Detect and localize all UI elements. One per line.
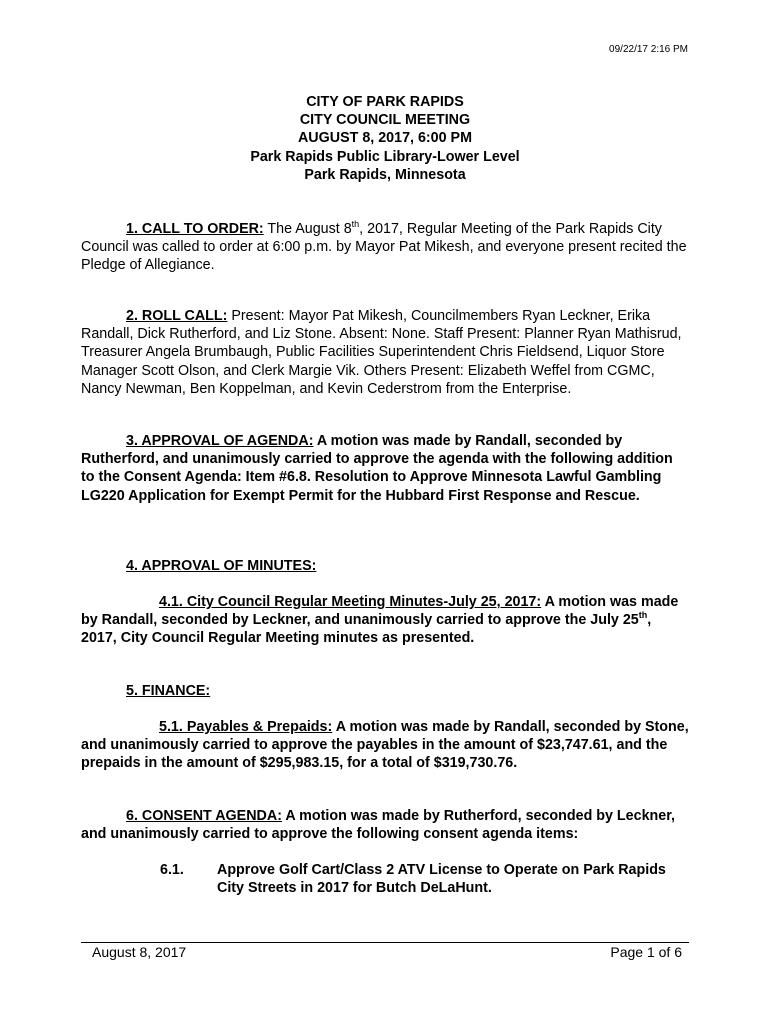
section-approval-of-agenda [81, 432, 689, 505]
footer-date: August 8, 2017 [92, 944, 187, 960]
section-label: 1. CALL TO ORDER: [126, 221, 264, 237]
section-label: 3. APPROVAL OF AGENDA: [126, 433, 314, 449]
section-text: A motion was made by Randall, seconded by Rutherford, and unanimously carried to approve the agenda with the following addition to the Consent Agenda: Item #6.8. Resolution to Approve Minnesota Lawful Gambling LG220 Application for Exempt Permit for the Hubbard First Response and Rescue. [81, 433, 673, 504]
section-text: , 2017, Regular Meeting of the Park Rapids City Council was called to order at 6:00 p.m. by Mayor Pat Mikesh, and everyone present recited the Pledge of Allegiance. [81, 221, 687, 274]
subsection-label: 5.1. Payables & Prepaids: [159, 719, 333, 735]
header-venue: Park Rapids Public Library-Lower Level [250, 148, 520, 165]
superscript: th [351, 219, 360, 230]
subsection-text: A motion was made by Randall, seconded by Leckner, and unanimously carried to approve the July 25 [81, 594, 679, 629]
section-consent-agenda [81, 807, 689, 843]
print-timestamp: 09/22/17 2:16 PM [609, 44, 688, 55]
subsection-minutes-july-25 [81, 593, 689, 648]
section-text: The August 8 [263, 221, 352, 237]
section-label: 2. ROLL CALL: [126, 308, 228, 324]
document-header [0, 93, 770, 184]
section-label: 4. APPROVAL OF MINUTES: [126, 558, 317, 574]
item-number: 6.1. [160, 862, 184, 878]
header-city: CITY OF PARK RAPIDS [306, 94, 464, 110]
consent-item-6-1 [160, 861, 680, 897]
section-call-to-order [81, 220, 689, 275]
section-label: 6. CONSENT AGENDA: [126, 808, 282, 824]
footer-divider [81, 942, 689, 943]
item-text: Approve Golf Cart/Class 2 ATV License to Operate on Park Rapids City Streets in 2017 for Butch DeLaHunt. [217, 862, 666, 897]
superscript: th [638, 610, 648, 621]
subsection-text: , 2017, City Council Regular Meeting minutes as presented. [81, 612, 652, 647]
header-location: Park Rapids, Minnesota [304, 166, 466, 183]
section-roll-call [81, 307, 689, 398]
subsection-label: 4.1. City Council Regular Meeting Minutes-July 25, 2017: [159, 594, 542, 610]
header-date: AUGUST 8, 2017, 6:00 PM [297, 130, 472, 147]
section-finance [81, 682, 689, 700]
section-label: 5. FINANCE: [126, 683, 211, 699]
subsection-payables-prepaids [81, 718, 689, 773]
section-text: A motion was made by Rutherford, seconded by Leckner, and unanimously carried to approve the following consent agenda items: [81, 808, 675, 843]
section-approval-of-minutes [81, 557, 689, 575]
footer-page-number: Page 1 of 6 [610, 944, 682, 960]
section-text: Present: Mayor Pat Mikesh, Councilmembers Ryan Leckner, Erika Randall, Dick Rutherford, and Liz Stone. Absent: None. Staff Present: Planner Ryan Mathisrud, Treasurer Angela Brumbaugh, Public Facilities Superintendent Chris Fieldsend, Liquor Store Manager Scott Olson, and Clerk Margie Vik. Others Present: Elizabeth Weffel from CGMC, Nancy Newman, Ben Koppelman, and Kevin Cederstrom from the Enterprise. [81, 308, 682, 397]
header-meeting: CITY COUNCIL MEETING [299, 112, 471, 129]
subsection-text: A motion was made by Randall, seconded by Stone, and unanimously carried to approve the payables in the amount of $23,747.61, and the prepaids in the amount of $295,983.15, for a total of $319,730.76. [81, 719, 689, 772]
